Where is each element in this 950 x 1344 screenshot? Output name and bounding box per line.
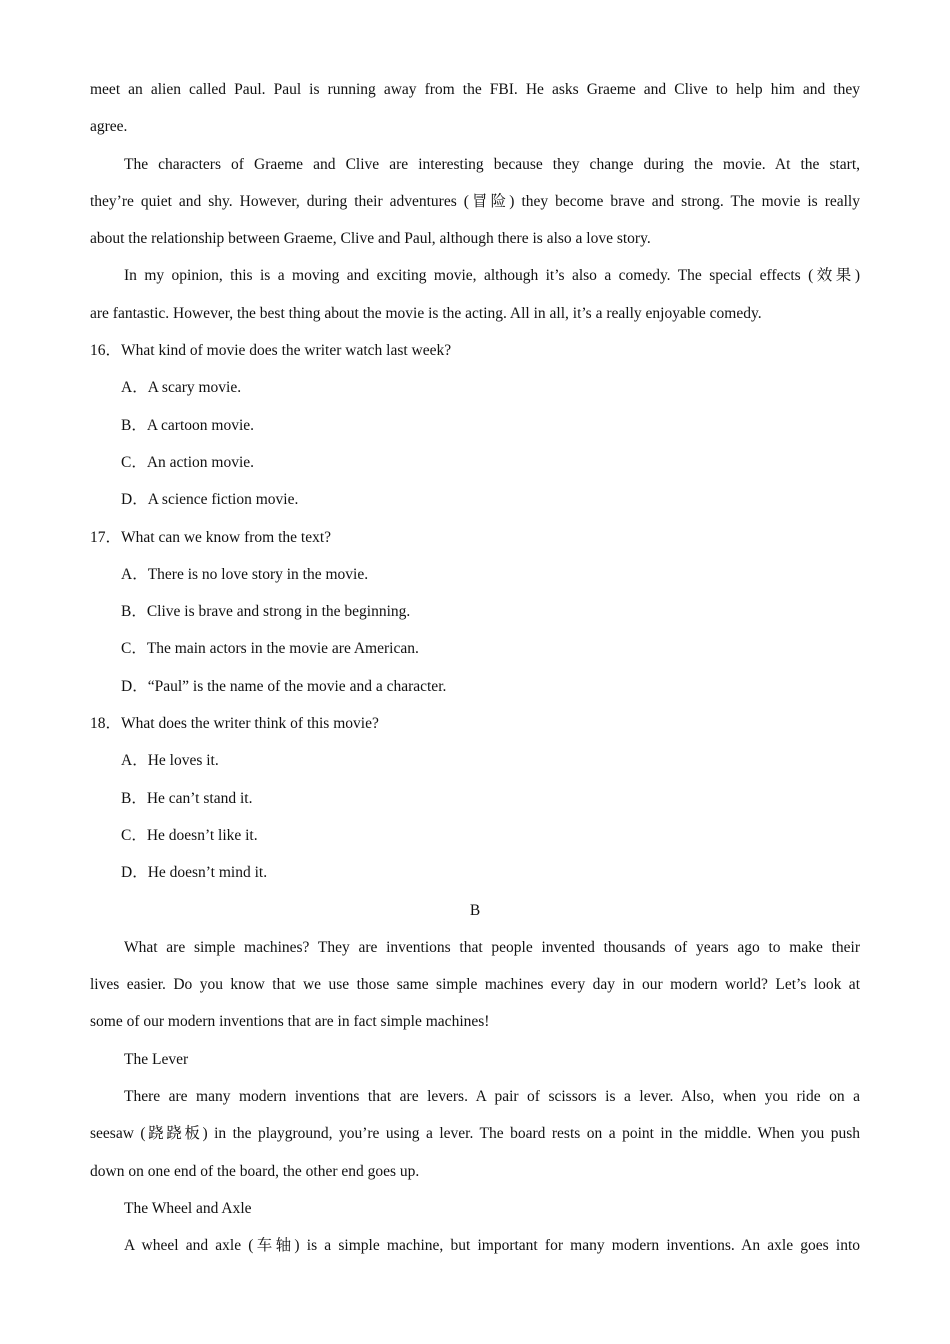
answer-option: A．He loves it. — [121, 752, 219, 770]
question-18 — [90, 705, 860, 891]
text-line: they’re quiet and shy. However, during their adventures (冒险) they become brave and strong. The movie is really — [90, 192, 860, 210]
text-line: some of our modern inventions that are in fact simple machines! — [90, 1013, 490, 1031]
question-17 — [90, 519, 860, 705]
question-stem: 17．What can we know from the text? — [90, 528, 332, 546]
text-line: lives easier. Do you know that we use those same simple machines every day in our modern world? Let’s look at — [90, 976, 860, 994]
question-stem: 18．What does the writer think of this movie? — [90, 715, 379, 733]
text-line: seesaw (跷跷板) in the playground, you’re using a lever. The board rests on a point in the middle. When you push — [90, 1125, 860, 1143]
answer-option: C．An action movie. — [121, 453, 255, 471]
page-content — [90, 71, 860, 1265]
answer-option: C．The main actors in the movie are American. — [121, 640, 419, 658]
text-line: What are simple machines? They are inventions that people invented thousands of years ago to make their — [124, 938, 860, 956]
answer-option: B．He can’t stand it. — [121, 789, 253, 807]
text-line: are fantastic. However, the best thing about the movie is the acting. All in all, it’s a really enjoyable comedy. — [90, 304, 762, 322]
passage-a-paragraph-2 — [90, 146, 860, 258]
text-line: In my opinion, this is a moving and exciting movie, although it’s also a comedy. The special effects (效果) — [124, 267, 860, 285]
text-line: agree. — [90, 118, 128, 136]
passage-a-paragraph-3 — [90, 257, 860, 332]
text-line: meet an alien called Paul. Paul is running away from the FBI. He asks Graeme and Clive to help him and they — [90, 81, 860, 98]
answer-option: D．A science fiction movie. — [121, 491, 299, 509]
question-16 — [90, 332, 860, 518]
text-line: There are many modern inventions that are levers. A pair of scissors is a lever. Also, when you ride on a — [124, 1088, 860, 1106]
subheading-lever: The Lever — [124, 1050, 189, 1068]
section-heading-b: B — [469, 901, 481, 919]
text-line: The characters of Graeme and Clive are interesting because they change during the movie. At the start, — [124, 155, 860, 173]
subheading-wheel-and-axle: The Wheel and Axle — [124, 1199, 252, 1217]
question-stem: 16．What kind of movie does the writer watch last week? — [90, 342, 452, 360]
text-line: about the relationship between Graeme, Clive and Paul, although there is also a love story. — [90, 230, 651, 248]
answer-option: A．There is no love story in the movie. — [121, 565, 369, 583]
passage-b-intro — [90, 929, 860, 1041]
answer-option: D．“Paul” is the name of the movie and a character. — [121, 677, 447, 695]
answer-option: C．He doesn’t like it. — [121, 826, 258, 844]
text-line: down on one end of the board, the other end goes up. — [90, 1162, 420, 1180]
answer-option: B．Clive is brave and strong in the beginning. — [121, 603, 411, 621]
answer-option: B．A cartoon movie. — [121, 416, 255, 434]
text-line: A wheel and axle (车轴) is a simple machine, but important for many modern inventions. An axle goes into — [124, 1237, 860, 1255]
wheel-axle-paragraph — [90, 1227, 860, 1264]
answer-option: D．He doesn’t mind it. — [121, 864, 268, 882]
lever-paragraph — [90, 1078, 860, 1190]
answer-option: A．A scary movie. — [121, 379, 242, 397]
passage-a-paragraph-1 — [90, 71, 860, 146]
